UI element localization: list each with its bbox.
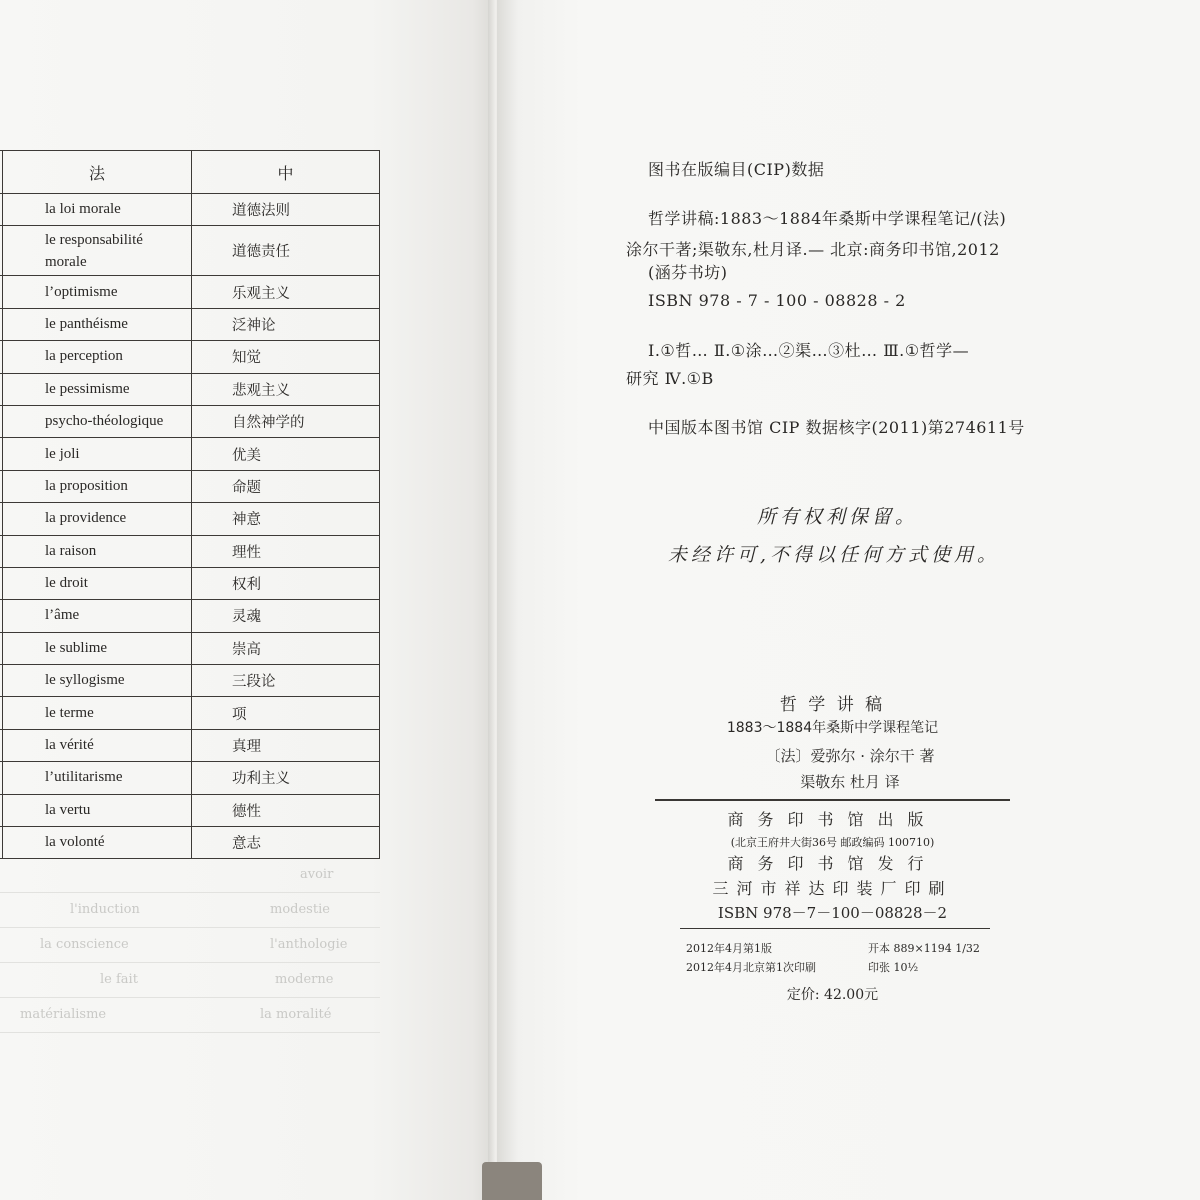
colophon-printer: 三河市祥达印装厂印刷 [712, 879, 953, 898]
french-term: la vérité [3, 729, 192, 761]
vocabulary-table-body [0, 194, 380, 859]
cip-heading: 图书在版编目(CIP)数据 [648, 160, 825, 179]
chinese-term: 灵魂 [192, 600, 380, 632]
colophon-price: 定价: 42.00元 [786, 987, 879, 1003]
cip-classification: Ⅰ.①哲… Ⅱ.①涂…②渠…③杜… Ⅲ.①哲学— [648, 341, 970, 360]
french-term: le terme [3, 697, 192, 729]
chinese-term: 崇高 [192, 632, 380, 664]
colophon-translators: 渠敬东 杜月 译 [800, 773, 900, 791]
table-row [0, 567, 380, 599]
french-term: l’utilitarisme [3, 762, 192, 794]
french-term: l’âme [3, 600, 192, 632]
chinese-term: 神意 [192, 503, 380, 535]
french-term: la proposition [3, 470, 192, 502]
french-term: le joli [3, 438, 192, 470]
french-term: le droit [3, 567, 192, 599]
table-row [0, 762, 380, 794]
table-row [0, 341, 380, 373]
table-row [0, 600, 380, 632]
table-row [0, 438, 380, 470]
french-term: le sublime [3, 632, 192, 664]
colophon-author: 〔法〕爱弥尔 · 涂尔干 著 [765, 747, 935, 765]
table-row [0, 276, 380, 308]
table-header-row [0, 151, 380, 194]
header-french: 法 [3, 151, 192, 194]
colophon-isbn: ISBN 978－7－100－08828－2 [717, 904, 948, 922]
french-term: le responsabilité morale [3, 226, 192, 276]
colophon-format: 开本 889×1194 1/32 [868, 942, 980, 955]
colophon-sheets: 印张 10½ [868, 961, 919, 974]
chinese-term: 真理 [192, 729, 380, 761]
cip-verification-number: 中国版本图书馆 CIP 数据核字(2011)第274611号 [648, 418, 1025, 437]
colophon-title: 哲 学 讲 稿 [779, 695, 886, 715]
french-term: le pessimisme [3, 373, 192, 405]
cip-isbn: ISBN 978 - 7 - 100 - 08828 - 2 [648, 291, 906, 310]
colophon-bottom-rule [680, 928, 990, 929]
french-term: le syllogisme [3, 665, 192, 697]
french-term: le panthéisme [3, 308, 192, 340]
french-term: la providence [3, 503, 192, 535]
cip-line: (涵芬书坊) [648, 263, 728, 282]
chinese-term: 乐观主义 [192, 276, 380, 308]
cip-line: 哲学讲稿:1883～1884年桑斯中学课程笔记/(法) [648, 209, 1007, 228]
chinese-term: 优美 [192, 438, 380, 470]
cip-classification: 研究 Ⅳ.①B [626, 369, 714, 388]
colophon-edition: 2012年4月第1版 [686, 942, 772, 955]
table-row [0, 665, 380, 697]
table-row [0, 194, 380, 226]
chinese-term: 自然神学的 [192, 405, 380, 437]
right-page [497, 0, 1200, 1200]
table-row [0, 827, 380, 859]
left-page [0, 0, 492, 1200]
vocabulary-table [0, 150, 380, 859]
chinese-term: 知觉 [192, 341, 380, 373]
book-cover-edge [482, 1162, 542, 1200]
chinese-term: 德性 [192, 794, 380, 826]
chinese-term: 意志 [192, 827, 380, 859]
french-term: la loi morale [3, 194, 192, 226]
colophon-distributor: 商务印书馆发行 [727, 854, 938, 873]
table-row [0, 373, 380, 405]
table-row [0, 794, 380, 826]
french-term: la vertu [3, 794, 192, 826]
table-row [0, 226, 380, 276]
rights-usage-line: 未经许可,不得以任何方式使用。 [668, 544, 1001, 566]
chinese-term: 命题 [192, 470, 380, 502]
chinese-term: 道德法则 [192, 194, 380, 226]
show-through-ghost-text: avoir l'induction modestie la conscience l'anthologie le fait moderne matérialisme la moralité [0, 858, 380, 1033]
colophon-address: (北京王府井大街36号 邮政编码 100710) [730, 836, 935, 849]
chinese-term: 功利主义 [192, 762, 380, 794]
french-term: la perception [3, 341, 192, 373]
colophon-subtitle: 1883～1884年桑斯中学课程笔记 [726, 720, 939, 736]
colophon-top-rule [655, 799, 1010, 801]
french-term: psycho-théologique [3, 405, 192, 437]
chinese-term: 三段论 [192, 665, 380, 697]
table-row [0, 503, 380, 535]
chinese-term: 权利 [192, 567, 380, 599]
table-row [0, 729, 380, 761]
rights-reserved-line: 所有权利保留。 [757, 506, 919, 528]
table-row [0, 632, 380, 664]
table-row [0, 405, 380, 437]
colophon-printing: 2012年4月北京第1次印刷 [686, 961, 816, 974]
chinese-term: 项 [192, 697, 380, 729]
colophon-publisher: 商务印书馆出版 [727, 810, 938, 829]
cip-line: 涂尔干著;渠敬东,杜月译.— 北京:商务印书馆,2012 [626, 240, 1000, 259]
chinese-term: 泛神论 [192, 308, 380, 340]
chinese-term: 道德责任 [192, 226, 380, 276]
french-term: la volonté [3, 827, 192, 859]
table-row [0, 308, 380, 340]
table-row [0, 535, 380, 567]
chinese-term: 悲观主义 [192, 373, 380, 405]
header-chinese: 中 [192, 151, 380, 194]
french-term: l’optimisme [3, 276, 192, 308]
french-term: la raison [3, 535, 192, 567]
table-row [0, 697, 380, 729]
table-row [0, 470, 380, 502]
chinese-term: 理性 [192, 535, 380, 567]
